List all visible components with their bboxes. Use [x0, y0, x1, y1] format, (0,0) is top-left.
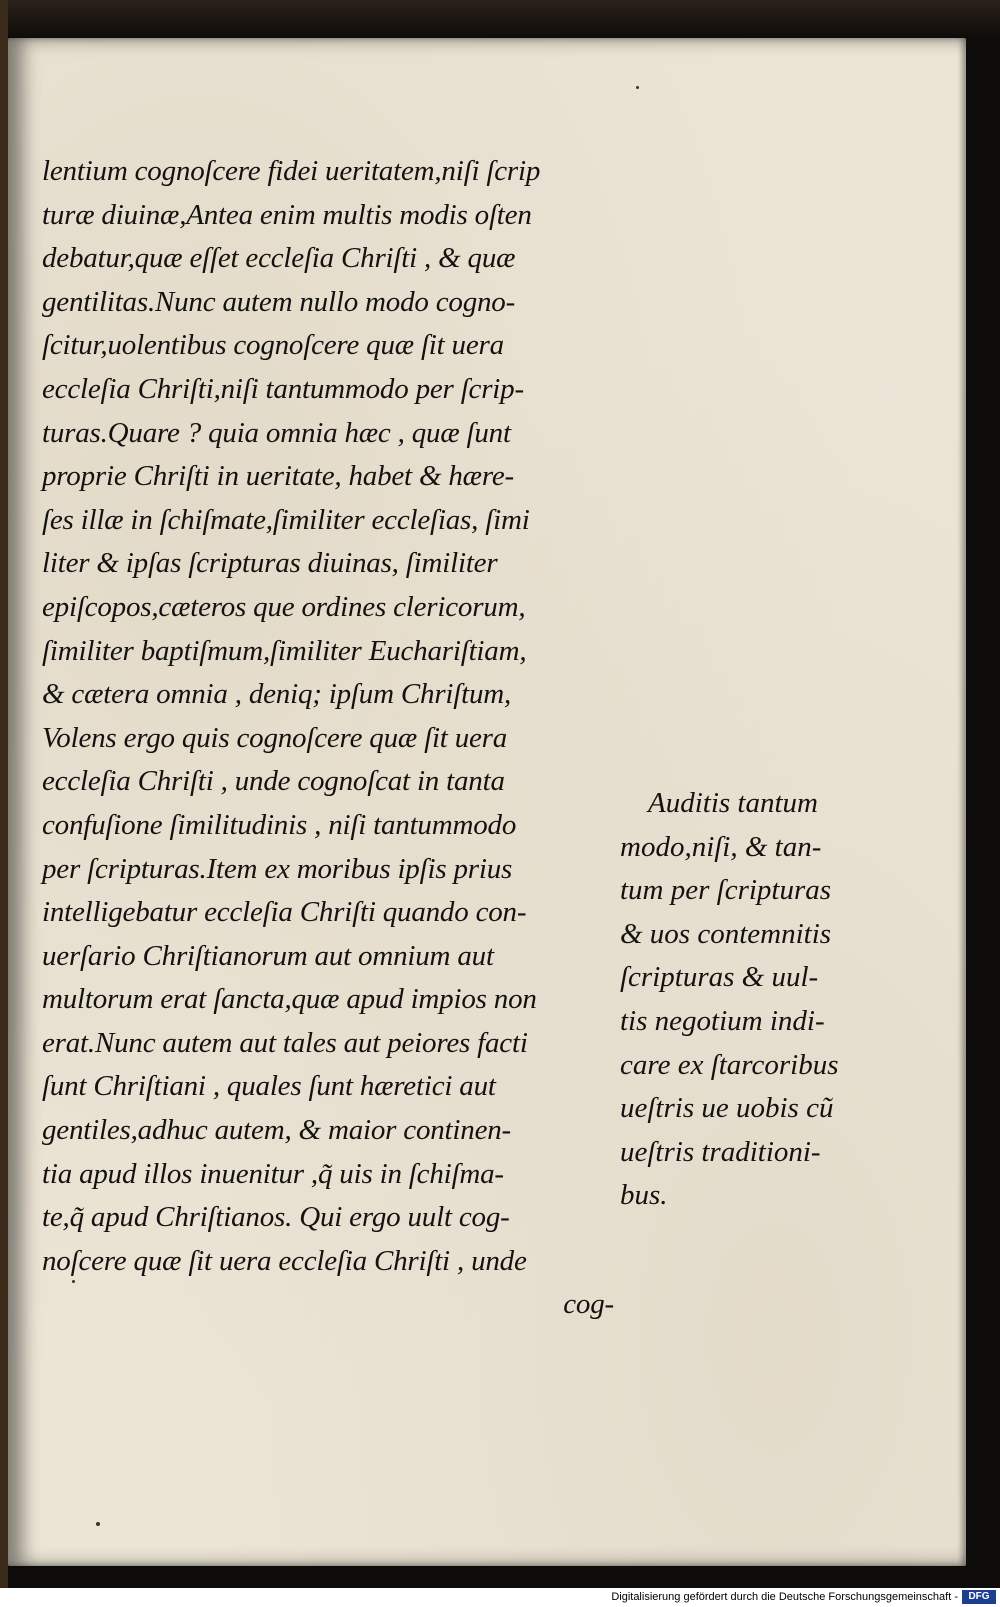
text-line: intelligebatur eccleſia Chriſti quando con-	[42, 896, 527, 929]
text-line: uerſario Chriſtianorum aut omnium aut	[42, 939, 494, 972]
marginal-line: ueſtris ue uobis cũ	[620, 1092, 834, 1125]
binding-edge	[0, 0, 8, 1607]
marginal-line: ueſtris traditioni-	[620, 1135, 821, 1168]
marginal-line: tis negotium indi-	[620, 1004, 825, 1037]
marginal-line: Auditis tantum	[648, 787, 818, 819]
text-line: erat.Nunc autem aut tales aut peiores facti	[42, 1026, 528, 1059]
text-line: tia apud illos inuenitur ,q̃ uis in ſchiſma-	[42, 1157, 504, 1190]
text-line: epiſcopos,cæteros que ordines clericorum,	[42, 590, 526, 623]
marginal-note	[620, 782, 890, 1218]
text-line: ſes illæ in ſchiſmate,ſimiliter eccleſias, ſimi	[42, 503, 530, 536]
text-line: eccleſia Chriſti,niſi tantummodo per ſcrip-	[42, 372, 524, 405]
text-line: per ſcripturas.Item ex moribus ipſis prius	[42, 852, 513, 885]
text-line: eccleſia Chriſti , unde cognoſcat in tanta	[42, 765, 505, 798]
text-line: turas.Quare ? quia omnia hæc , quæ ſunt	[42, 416, 511, 449]
text-line: proprie Chriſti in ueritate, habet & hære-	[42, 460, 514, 493]
marginal-line: modo,niſi, & tan-	[620, 830, 822, 863]
marginal-line: & uos contemnitis	[620, 917, 832, 950]
text-line: noſcere quæ ſit uera eccleſia Chriſti , unde	[42, 1244, 527, 1277]
text-line: te,q̃ apud Chriſtianos. Qui ergo uult cog-	[42, 1201, 510, 1234]
text-line: liter & ipſas ſcripturas diuinas, ſimiliter	[42, 547, 498, 580]
text-line: ſunt Chriſtiani , quales ſunt hæretici aut	[42, 1070, 496, 1103]
marginal-line: bus.	[620, 1179, 668, 1212]
marginal-line: care ex ſtarcoribus	[620, 1048, 839, 1081]
text-line: ſcitur,uolentibus cognoſcere quæ ſit uera	[42, 329, 504, 362]
catchword: cog-	[563, 1288, 614, 1321]
funding-credit: Digitalisierung gefördert durch die Deutsche Forschungsgemeinschaft -	[611, 1591, 958, 1603]
scan-top-edge	[0, 0, 1000, 38]
text-line: lentium cognoſcere fidei ueritatem,niſi ſcrip	[42, 155, 541, 187]
text-line: Volens ergo quis cognoſcere quæ ſit uera	[42, 721, 508, 754]
text-line: confuſione ſimilitudinis , niſi tantummodo	[42, 808, 517, 841]
text-line: turæ diuinæ,Antea enim multis modis oſten	[42, 198, 532, 231]
text-line: gentiles,adhuc autem, & maior continen-	[42, 1114, 512, 1147]
dfg-logo: DFG	[962, 1590, 996, 1604]
text-line: ſimiliter baptiſmum,ſimiliter Euchariſtiam,	[42, 634, 527, 667]
text-line: & cætera omnia , deniq; ipſum Chriſtum,	[42, 678, 512, 711]
marginal-line: tum per ſcripturas	[620, 874, 832, 907]
text-line: multorum erat ſancta,quæ apud impios non	[42, 983, 537, 1016]
text-line: debatur,quæ eſſet eccleſia Chriſti , & quæ	[42, 242, 516, 275]
main-text-column	[42, 150, 634, 1327]
text-line: gentilitas.Nunc autem nullo modo cogno-	[42, 285, 516, 318]
marginal-line: ſcripturas & uul-	[620, 961, 819, 994]
